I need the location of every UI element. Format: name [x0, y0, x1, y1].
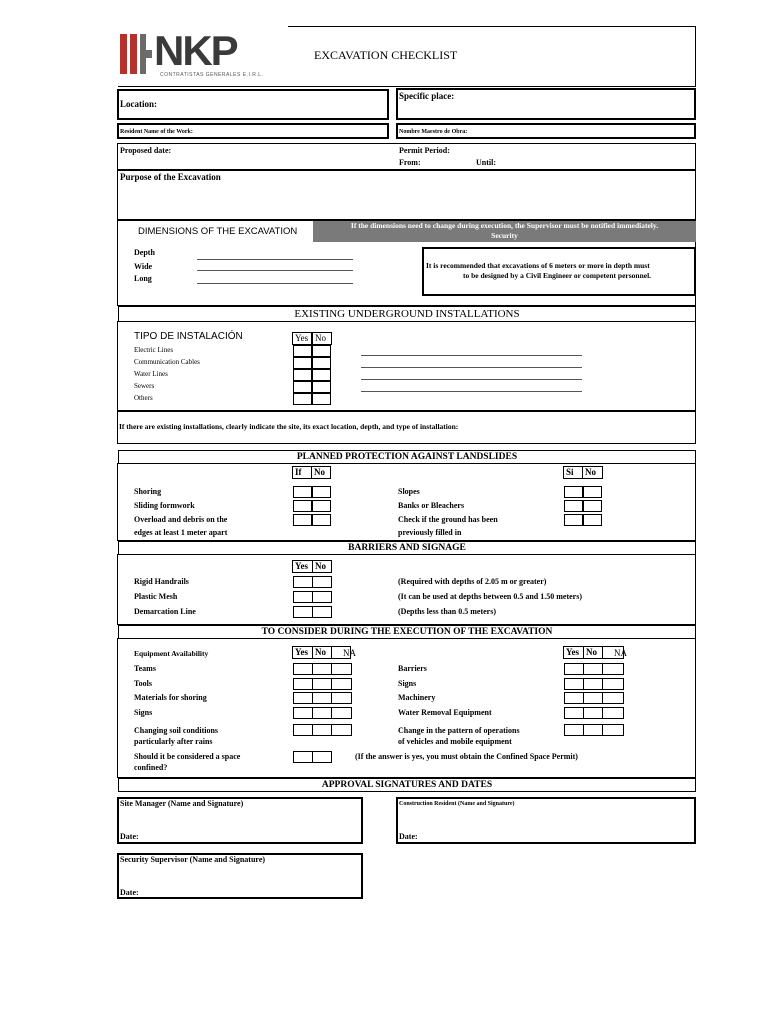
water-removal-label: Water Removal Equipment	[398, 708, 492, 717]
header-bottom-rule	[118, 86, 696, 87]
location-box[interactable]	[117, 89, 389, 120]
demarcation-line-label: Demarcation Line	[134, 607, 196, 616]
signs-left-yes-checkbox[interactable]	[293, 707, 313, 719]
communication-yes-checkbox[interactable]	[293, 357, 312, 369]
security-supervisor-date-label: Date:	[120, 888, 139, 897]
execution-left-no-header: No	[312, 646, 332, 659]
barriers-title: BARRIERS AND SIGNAGE	[348, 543, 466, 553]
permit-period-label: Permit Period:	[399, 146, 450, 155]
underground-header	[118, 306, 696, 322]
barriers-header	[118, 541, 696, 555]
banks-yes-checkbox[interactable]	[564, 500, 583, 512]
landslides-left-yes-header: If	[292, 466, 312, 479]
wide-label: Wide	[134, 262, 153, 271]
page-title: EXCAVATION CHECKLIST	[314, 48, 458, 62]
soil-conditions-label-2: particularly after rains	[134, 737, 213, 746]
header-right-border	[695, 26, 696, 86]
slopes-yes-checkbox[interactable]	[564, 486, 583, 498]
others-no-checkbox[interactable]	[312, 393, 331, 405]
shoring-yes-checkbox[interactable]	[293, 486, 312, 498]
machinery-no-checkbox[interactable]	[583, 692, 603, 704]
recommendation-line2: to be designed by a Civil Engineer or competent personnel.	[463, 271, 652, 280]
site-manager-label: Site Manager (Name and Signature)	[120, 799, 244, 808]
site-manager-date-label: Date:	[120, 832, 139, 841]
machinery-yes-checkbox[interactable]	[564, 692, 584, 704]
soil-conditions-yes-checkbox[interactable]	[293, 724, 313, 736]
underground-note-line-4[interactable]	[361, 391, 582, 392]
logo-text: NKP	[154, 27, 237, 74]
barriers-no-header: No	[312, 560, 332, 573]
confined-space-label-2: confined?	[134, 763, 168, 772]
approval-title: APPROVAL SIGNATURES AND DATES	[321, 780, 493, 790]
company-logo	[118, 27, 288, 82]
tools-label: Tools	[134, 679, 152, 688]
materials-shoring-na-checkbox[interactable]	[331, 692, 352, 704]
dimensions-notice-line1: If the dimensions need to change during execution, the Supervisor must be notified immediately.	[350, 221, 659, 230]
long-label: Long	[134, 274, 152, 283]
operations-change-label-1: Change in the pattern of operations	[398, 726, 520, 735]
demarcation-line-note: (Depths less than 0.5 meters)	[398, 607, 496, 616]
barriers-right-label: Barriers	[398, 664, 427, 673]
equipment-availability-label: Equipment Availability	[134, 649, 209, 658]
installation-sewers: Sewers	[134, 382, 155, 390]
specific-place-label: Specific place:	[399, 91, 455, 101]
plastic-mesh-note: (It can be used at depths between 0.5 and 1.50 meters)	[398, 592, 582, 601]
approval-header	[118, 778, 696, 792]
rigid-handrails-no-checkbox[interactable]	[312, 576, 332, 588]
recommendation-line1: It is recommended that excavations of 6 meters or more in depth must	[426, 261, 650, 270]
landslides-right-no-header: No	[582, 466, 603, 479]
installation-type-title: TIPO DE INSTALACIÓN	[134, 331, 243, 342]
soil-conditions-na-checkbox[interactable]	[331, 724, 352, 736]
signs-left-label: Signs	[134, 708, 153, 717]
long-input-line[interactable]	[197, 283, 353, 284]
water-removal-no-checkbox[interactable]	[583, 707, 603, 719]
purpose-label: Purpose of the Excavation	[120, 172, 221, 182]
electric-no-checkbox[interactable]	[312, 345, 331, 357]
water-yes-checkbox[interactable]	[293, 369, 312, 381]
water-removal-na-checkbox[interactable]	[602, 707, 624, 719]
barriers-right-no-checkbox[interactable]	[583, 663, 603, 675]
underground-note-line-3[interactable]	[361, 379, 582, 380]
water-no-checkbox[interactable]	[312, 369, 331, 381]
underground-note-line-2[interactable]	[361, 367, 582, 368]
until-label: Until:	[476, 158, 496, 167]
confined-space-no-checkbox[interactable]	[312, 751, 332, 763]
execution-header	[118, 625, 696, 639]
plastic-mesh-yes-checkbox[interactable]	[293, 591, 313, 603]
execution-left-na-header: NA	[343, 648, 356, 658]
sliding-formwork-yes-checkbox[interactable]	[293, 500, 312, 512]
slopes-label: Slopes	[398, 487, 420, 496]
installation-others: Others	[134, 394, 153, 402]
dimensions-title: DIMENSIONS OF THE EXCAVATION	[138, 226, 298, 237]
materials-shoring-yes-checkbox[interactable]	[293, 692, 313, 704]
underground-no-header: No	[312, 332, 332, 345]
materials-shoring-label: Materials for shoring	[134, 693, 207, 702]
dimensions-notice	[313, 221, 696, 242]
execution-right-no-header: No	[583, 646, 603, 659]
depth-input-line[interactable]	[197, 259, 353, 260]
slopes-no-checkbox[interactable]	[583, 486, 602, 498]
signs-right-no-checkbox[interactable]	[583, 678, 603, 690]
tools-yes-checkbox[interactable]	[293, 678, 313, 690]
underground-yes-header: Yes	[292, 332, 312, 345]
resident-name-label: Resident Name of the Work:	[120, 129, 193, 135]
construction-resident-label: Construction Resident (Name and Signature)	[399, 801, 515, 807]
operations-change-label-2: of vehicles and mobile equipment	[398, 737, 512, 746]
execution-right-na-cell	[602, 646, 624, 659]
filled-ground-label-1: Check if the ground has been	[398, 515, 498, 524]
installation-communication: Communication Cables	[134, 358, 200, 366]
sliding-formwork-no-checkbox[interactable]	[312, 500, 331, 512]
underground-title: EXISTING UNDERGROUND INSTALLATIONS	[294, 308, 520, 320]
execution-left-na-cell	[331, 646, 351, 659]
communication-no-checkbox[interactable]	[312, 357, 331, 369]
operations-change-na-checkbox[interactable]	[602, 724, 624, 736]
demarcation-line-no-checkbox[interactable]	[312, 606, 332, 618]
underground-note-line-1[interactable]	[361, 355, 582, 356]
shoring-no-checkbox[interactable]	[312, 486, 331, 498]
rigid-handrails-label: Rigid Handrails	[134, 577, 189, 586]
security-supervisor-label: Security Supervisor (Name and Signature)	[120, 855, 266, 864]
execution-title: TO CONSIDER DURING THE EXECUTION OF THE EXCAVATION	[261, 627, 553, 637]
execution-right-yes-header: Yes	[563, 646, 584, 659]
overload-label-2: edges at least 1 meter apart	[134, 528, 228, 537]
teams-label: Teams	[134, 664, 156, 673]
tools-no-checkbox[interactable]	[312, 678, 332, 690]
water-removal-yes-checkbox[interactable]	[564, 707, 584, 719]
master-builder-label: Nombre Maestro de Obra:	[399, 129, 468, 135]
logo-subtitle: CONTRATISTAS GENERALES E.I.R.L.	[160, 72, 264, 78]
signs-right-label: Signs	[398, 679, 417, 688]
electric-yes-checkbox[interactable]	[293, 345, 312, 357]
signs-right-na-checkbox[interactable]	[602, 678, 624, 690]
plastic-mesh-no-checkbox[interactable]	[312, 591, 332, 603]
landslides-header	[118, 450, 696, 464]
proposed-date-label: Proposed date:	[120, 146, 172, 155]
rigid-handrails-note: (Required with depths of 2.05 m or greater)	[398, 577, 547, 586]
soil-conditions-label-1: Changing soil conditions	[134, 726, 219, 735]
signs-left-na-checkbox[interactable]	[331, 707, 352, 719]
overload-no-checkbox[interactable]	[312, 514, 331, 526]
confined-space-note: (If the answer is yes, you must obtain the Confined Space Permit)	[355, 752, 578, 761]
from-label: From:	[399, 158, 421, 167]
shoring-label: Shoring	[134, 487, 162, 496]
confined-space-label-1: Should it be considered a space	[134, 752, 241, 761]
wide-input-line[interactable]	[197, 270, 353, 271]
teams-na-checkbox[interactable]	[331, 663, 352, 675]
depth-label: Depth	[134, 248, 155, 257]
landslides-left-no-header: No	[311, 466, 331, 479]
tools-na-checkbox[interactable]	[331, 678, 352, 690]
installation-water: Water Lines	[134, 370, 168, 378]
rigid-handrails-yes-checkbox[interactable]	[293, 576, 313, 588]
overload-label-1: Overload and debris on the	[134, 515, 228, 524]
demarcation-line-yes-checkbox[interactable]	[293, 606, 313, 618]
barriers-yes-header: Yes	[292, 560, 313, 573]
header-rule	[288, 26, 696, 27]
materials-shoring-no-checkbox[interactable]	[312, 692, 332, 704]
signs-left-no-checkbox[interactable]	[312, 707, 332, 719]
teams-no-checkbox[interactable]	[312, 663, 332, 675]
filled-ground-label-2: previously filled in	[398, 528, 462, 537]
construction-resident-date-label: Date:	[399, 832, 418, 841]
location-label: Location:	[120, 99, 157, 109]
execution-right-na-header: NA	[614, 648, 627, 658]
filled-ground-no-checkbox[interactable]	[583, 514, 602, 526]
machinery-label: Machinery	[398, 693, 436, 702]
banks-label: Banks or Bleachers	[398, 501, 465, 510]
filled-ground-yes-checkbox[interactable]	[564, 514, 583, 526]
sewers-yes-checkbox[interactable]	[293, 381, 312, 393]
installation-instruction: If there are existing installations, clearly indicate the site, its exact location, depth, and type of installation:	[119, 422, 459, 431]
sliding-formwork-label: Sliding formwork	[134, 501, 195, 510]
machinery-na-checkbox[interactable]	[602, 692, 624, 704]
overload-yes-checkbox[interactable]	[293, 514, 312, 526]
operations-change-no-checkbox[interactable]	[583, 724, 603, 736]
signs-right-yes-checkbox[interactable]	[564, 678, 584, 690]
dimensions-notice-line2: Security	[491, 231, 518, 240]
soil-conditions-no-checkbox[interactable]	[312, 724, 332, 736]
installation-electric: Electric Lines	[134, 346, 174, 354]
operations-change-yes-checkbox[interactable]	[564, 724, 584, 736]
barriers-right-na-checkbox[interactable]	[602, 663, 624, 675]
banks-no-checkbox[interactable]	[583, 500, 602, 512]
others-yes-checkbox[interactable]	[293, 393, 312, 405]
barriers-right-yes-checkbox[interactable]	[564, 663, 584, 675]
landslides-title: PLANNED PROTECTION AGAINST LANDSLIDES	[296, 452, 518, 462]
teams-yes-checkbox[interactable]	[293, 663, 313, 675]
landslides-right-yes-header: Si	[563, 466, 583, 479]
execution-left-yes-header: Yes	[292, 646, 313, 659]
plastic-mesh-label: Plastic Mesh	[134, 592, 178, 601]
confined-space-yes-checkbox[interactable]	[293, 751, 313, 763]
sewers-no-checkbox[interactable]	[312, 381, 331, 393]
